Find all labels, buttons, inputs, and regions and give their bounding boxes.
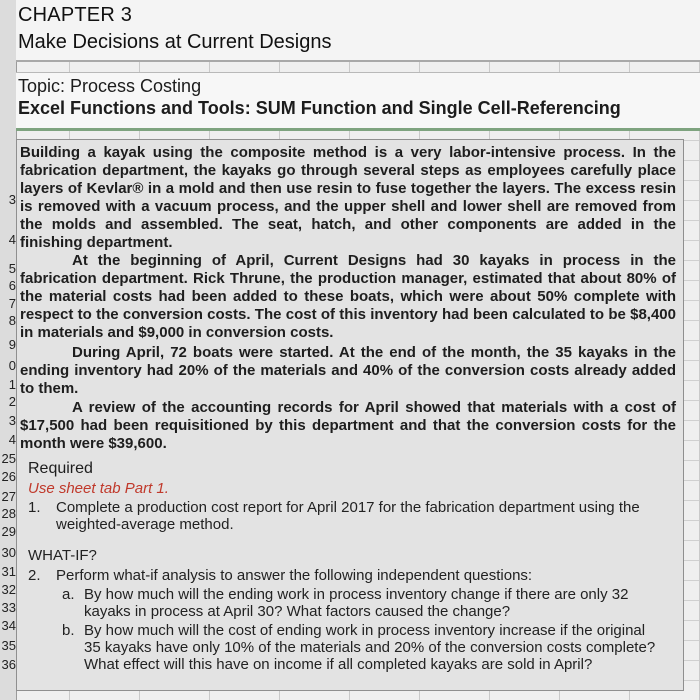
- excel-tools-line: Excel Functions and Tools: SUM Function and Single Cell-Referencing: [18, 98, 621, 118]
- item-a-label: a.: [62, 586, 75, 603]
- row-number[interactable]: 26: [1, 469, 16, 484]
- row-number[interactable]: 25: [1, 451, 16, 466]
- item-2-text: Perform what-if analysis to answer the following independent questions:: [56, 567, 533, 584]
- row-number[interactable]: 36: [1, 657, 16, 672]
- row-number[interactable]: 5: [8, 261, 16, 276]
- row-number[interactable]: 31: [1, 564, 16, 579]
- row-number[interactable]: 34: [1, 618, 16, 633]
- item-b-label: b.: [62, 622, 75, 639]
- row-number[interactable]: 7: [8, 296, 16, 311]
- row-number[interactable]: 1: [8, 377, 16, 392]
- problem-paragraph-1: Building a kayak using the composite method is a very labor-intensive process. In the fabrication department, the kayaks go through several steps as employees carefully place layers of Kevlar® in a mold and then use resin to fuse together the layers. The excess resin is removed with a vacuum process, and the upper shell and lower shell are removed from the molds and assembled. The seat, hatch, and other components are added in the finishing department.: [20, 144, 676, 251]
- sheet-tab-instruction: Use sheet tab Part 1.: [28, 480, 169, 497]
- row-number[interactable]: 33: [1, 600, 16, 615]
- problem-paragraph-2: At the beginning of April, Current Designs had 30 kayaks in process in the fabrication department. Rick Thrune, the production manager, estimated that about 80% of the material costs had been added to these boats, which were about 50% complete with respect to the conversion costs. The cost of this inventory had been calculated to be $8,400 in materials and $9,000 in conversion costs.: [20, 252, 676, 341]
- row-number[interactable]: 2: [8, 394, 16, 409]
- row-number[interactable]: 35: [1, 638, 16, 653]
- row-number[interactable]: 4: [8, 432, 16, 447]
- chapter-label: CHAPTER 3: [18, 4, 133, 26]
- row-number[interactable]: 6: [8, 278, 16, 293]
- problem-paragraph-4: A review of the accounting records for April showed that materials with a cost of $17,500 had been requisitioned by this department and that the conversion costs for the month were $39,600.: [20, 399, 676, 452]
- row-number[interactable]: 29: [1, 524, 16, 539]
- row-number[interactable]: 0: [8, 358, 16, 373]
- item-1-text: Complete a production cost report for April 2017 for the fabrication department using the weighted-average method.: [56, 499, 640, 533]
- row-number[interactable]: 3: [8, 192, 16, 207]
- item-2-number: 2.: [28, 567, 41, 584]
- row-number[interactable]: 3: [8, 413, 16, 428]
- item-b-text: By how much will the cost of ending work in process inventory increase if the original 35 kayaks have only 10% of the materials and 20% of the conversion costs complete? What effect will this have on income if all completed kayaks are sold in April?: [84, 622, 656, 673]
- topic-line: Topic: Process Costing: [18, 76, 202, 96]
- row-number[interactable]: 28: [1, 506, 16, 521]
- problem-paragraph-3: During April, 72 boats were started. At the end of the month, the 35 kayaks in the ending inventory had 20% of the materials and 40% of the conversion costs already added to them.: [20, 344, 676, 397]
- chapter-title: Make Decisions at Current Designs: [18, 31, 332, 53]
- what-if-heading: WHAT-IF?: [28, 547, 97, 564]
- item-1-number: 1.: [28, 499, 41, 516]
- row-number[interactable]: 30: [1, 545, 16, 560]
- row-number[interactable]: 27: [1, 489, 16, 504]
- row-number[interactable]: 4: [8, 232, 16, 247]
- item-a-text: By how much will the ending work in process inventory change if there are only 32 kayaks in process at April 30? What factors caused the change?: [84, 586, 629, 620]
- required-heading: Required: [28, 460, 93, 477]
- row-number[interactable]: 32: [1, 582, 16, 597]
- row-number[interactable]: 9: [8, 337, 16, 352]
- row-number[interactable]: 8: [8, 313, 16, 328]
